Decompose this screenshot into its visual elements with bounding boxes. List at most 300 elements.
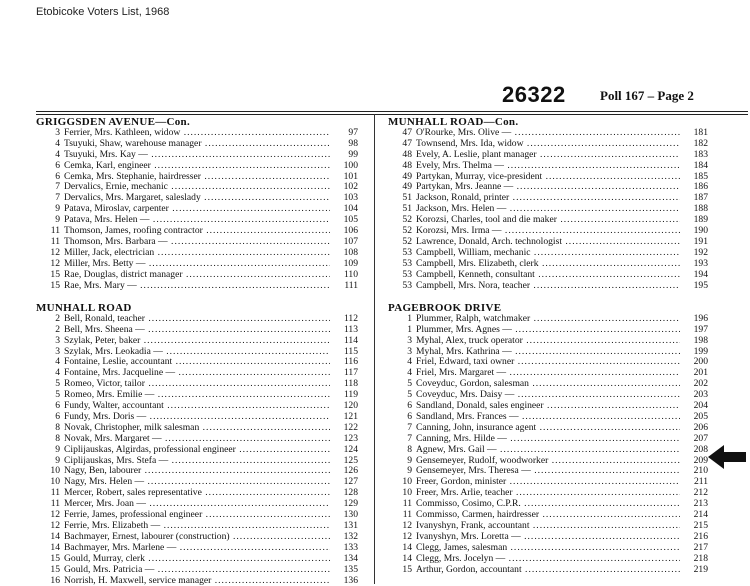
- voter-number: 106: [330, 226, 358, 237]
- voter-number: 219: [680, 565, 708, 576]
- voter-name: Mercer, Mrs. Joan — .....: [60, 499, 330, 510]
- voter-entry: [36, 347, 358, 358]
- house-number: 10: [402, 476, 412, 488]
- voter-number: 217: [680, 543, 708, 554]
- voter-entry: [36, 215, 358, 226]
- house-number: 51: [402, 192, 412, 204]
- house-number: 3: [407, 334, 412, 346]
- voter-name: Fundy, Mrs. Doris — .....: [60, 412, 330, 423]
- voter-name: Plummer, Ralph, watchmaker .....: [412, 314, 680, 325]
- house-number: 3: [55, 345, 60, 357]
- voter-name: Szylak, Peter, baker .....: [60, 336, 330, 347]
- voter-number: 123: [330, 434, 358, 445]
- voter-entry: [388, 565, 708, 576]
- house-number: 52: [402, 214, 412, 226]
- voter-name: Ciplijauskas, Mrs. Stefa — .....: [60, 456, 330, 467]
- house-number: 5: [407, 378, 412, 390]
- voter-name: Patava, Mrs. Helen — .....: [60, 215, 330, 226]
- voter-number: 204: [680, 401, 708, 412]
- voter-number: 99: [330, 150, 358, 161]
- voter-entry: [36, 128, 358, 139]
- voter-entry: [36, 150, 358, 161]
- voter-name: Freer, Gordon, minister .....: [412, 477, 680, 488]
- voter-name: Campbell, Mrs. Elizabeth, clerk .....: [412, 259, 680, 270]
- voter-name: Evely, A. Leslie, plant manager .....: [412, 150, 680, 161]
- voter-number: 114: [330, 336, 358, 347]
- voter-entry: [36, 445, 358, 456]
- house-number: 53: [402, 268, 412, 280]
- house-number: 47: [402, 126, 412, 138]
- document-number: 26322: [502, 82, 566, 107]
- voter-number: 190: [680, 226, 708, 237]
- voter-name: Jackson, Mrs. Helen — .....: [412, 204, 680, 215]
- voter-entry: [388, 139, 708, 150]
- house-number: 11: [50, 235, 60, 247]
- voter-number: 218: [680, 554, 708, 565]
- house-number: 53: [402, 246, 412, 258]
- voter-name: Jackson, Ronald, printer .....: [412, 193, 680, 204]
- voter-number: 120: [330, 401, 358, 412]
- voter-entry: [388, 554, 708, 565]
- voter-entry: [36, 139, 358, 150]
- voter-number: 207: [680, 434, 708, 445]
- voter-name: Commisso, Cosimo, C.P.R. .....: [412, 499, 680, 510]
- street-heading: GRIGGSDEN AVENUE—Con.: [36, 116, 191, 128]
- poll-page-label: Poll 167 – Page 2: [600, 88, 694, 103]
- voter-number: 111: [330, 281, 358, 292]
- voter-entry: [388, 510, 708, 521]
- header-rule-bottom: [36, 114, 748, 115]
- voter-entry: [388, 499, 708, 510]
- voter-number: 128: [330, 488, 358, 499]
- voter-entry: [36, 314, 358, 325]
- voter-name: Clegg, Mrs. Jocelyn — .....: [412, 554, 680, 565]
- house-number: 6: [55, 400, 60, 412]
- voter-number: 186: [680, 182, 708, 193]
- house-number: 6: [407, 410, 412, 422]
- column-divider: [374, 114, 375, 584]
- voter-entry: [36, 172, 358, 183]
- voter-name: Romeo, Mrs. Emilie — .....: [60, 390, 330, 401]
- voter-name: Evely, Mrs. Thelma — .....: [412, 161, 680, 172]
- voter-entry: [388, 347, 708, 358]
- voter-entry: [36, 325, 358, 336]
- voter-number: 97: [330, 128, 358, 139]
- voter-entry: [36, 390, 358, 401]
- voter-number: 115: [330, 347, 358, 358]
- house-number: 12: [50, 509, 60, 521]
- voter-number: 212: [680, 488, 708, 499]
- voter-name: Mercer, Robert, sales representative .....: [60, 488, 330, 499]
- voter-entry: [36, 423, 358, 434]
- voter-number: 107: [330, 237, 358, 248]
- voter-name: Szylak, Mrs. Leokadia — .....: [60, 347, 330, 358]
- voter-entry: [388, 357, 708, 368]
- voter-name: Rae, Douglas, district manager .....: [60, 270, 330, 281]
- voter-name: Friel, Mrs. Margaret — .....: [412, 368, 680, 379]
- voter-entry: [388, 314, 708, 325]
- voter-name: Bell, Mrs. Sheena — .....: [60, 325, 330, 336]
- voter-entry: [388, 226, 708, 237]
- voter-entry: [36, 259, 358, 270]
- house-number: 10: [50, 465, 60, 477]
- voter-name: Coveyduc, Mrs. Daisy — .....: [412, 390, 680, 401]
- image-caption: Etobicoke Voters List, 1968: [36, 6, 170, 18]
- house-number: 3: [407, 345, 412, 357]
- voter-entry: [388, 521, 708, 532]
- voter-entry: [36, 477, 358, 488]
- house-number: 53: [402, 257, 412, 269]
- voter-entry: [36, 161, 358, 172]
- house-number: 11: [402, 509, 412, 521]
- voter-entry: [36, 434, 358, 445]
- voter-number: 130: [330, 510, 358, 521]
- voter-number: 206: [680, 423, 708, 434]
- voter-name: Canning, Mrs. Hilde — .....: [412, 434, 680, 445]
- voter-entry: [388, 215, 708, 226]
- voter-number: 181: [680, 128, 708, 139]
- voter-name: Ciplijauskas, Algirdas, professional engineer .....: [60, 445, 330, 456]
- voter-entry: [36, 456, 358, 467]
- voter-name: Myhal, Mrs. Kathrina — .....: [412, 347, 680, 358]
- house-number: 9: [55, 214, 60, 226]
- voter-entry: [388, 270, 708, 281]
- voter-name: Agnew, Mrs. Gail — .....: [412, 445, 680, 456]
- voter-name: Ferrie, James, professional engineer .....: [60, 510, 330, 521]
- voter-name: Tsuyuki, Mrs. Kay — .....: [60, 150, 330, 161]
- voter-entry: [36, 379, 358, 390]
- voter-entry: [388, 412, 708, 423]
- voter-number: 201: [680, 368, 708, 379]
- voter-name: Gould, Mrs. Patricia — .....: [60, 565, 330, 576]
- house-number: 51: [402, 203, 412, 215]
- voter-number: 132: [330, 532, 358, 543]
- voter-number: 117: [330, 368, 358, 379]
- voter-name: Thomson, Mrs. Barbara — .....: [60, 237, 330, 248]
- voter-number: 200: [680, 357, 708, 368]
- voter-number: 197: [680, 325, 708, 336]
- house-number: 14: [402, 552, 412, 564]
- voter-entry: [36, 532, 358, 543]
- house-number: 15: [402, 563, 412, 575]
- house-number: 15: [50, 563, 60, 575]
- house-number: 12: [50, 257, 60, 269]
- house-number: 9: [55, 443, 60, 455]
- voter-entry: [388, 456, 708, 467]
- voter-name: Dervalics, Ernie, mechanic .....: [60, 182, 330, 193]
- voter-entry: [36, 182, 358, 193]
- voter-name: Ferrier, Mrs. Kathleen, widow .....: [60, 128, 330, 139]
- voter-number: 103: [330, 193, 358, 204]
- street-heading: PAGEBROOK DRIVE: [388, 301, 502, 314]
- house-number: 11: [402, 498, 412, 510]
- house-number: 6: [55, 170, 60, 182]
- house-number: 6: [55, 159, 60, 171]
- house-number: 3: [55, 334, 60, 346]
- voter-entry: [36, 270, 358, 281]
- voter-entry: [36, 521, 358, 532]
- house-number: 7: [55, 181, 60, 193]
- voter-name: Bell, Ronald, teacher .....: [60, 314, 330, 325]
- voter-entry: [388, 488, 708, 499]
- voter-number: 203: [680, 390, 708, 401]
- voter-number: 187: [680, 193, 708, 204]
- voter-name: Campbell, Kenneth, consultant .....: [412, 270, 680, 281]
- voter-entry: [388, 248, 708, 259]
- right-column: [388, 117, 708, 576]
- voter-name: Miller, Jack, electrician .....: [60, 248, 330, 259]
- voter-name: Townsend, Mrs. Ida, widow .....: [412, 139, 680, 150]
- voter-name: Sandland, Donald, sales engineer .....: [412, 401, 680, 412]
- voter-name: Freer, Mrs. Arlie, teacher .....: [412, 488, 680, 499]
- house-number: 7: [55, 192, 60, 204]
- voter-name: Partykan, Murray, vice-president .....: [412, 172, 680, 183]
- house-number: 4: [55, 148, 60, 160]
- house-number: 14: [50, 530, 60, 542]
- voter-name: Lawrence, Donald, Arch. technologist .....: [412, 237, 680, 248]
- house-number: 5: [407, 389, 412, 401]
- voter-entry: [36, 499, 358, 510]
- header-rule-top: [36, 111, 748, 112]
- voter-entry: [388, 128, 708, 139]
- voter-name: Patava, Miroslav, carpenter .....: [60, 204, 330, 215]
- voter-entry: [388, 379, 708, 390]
- house-number: 8: [407, 443, 412, 455]
- voter-name: Ferrie, Mrs. Elizabeth — .....: [60, 521, 330, 532]
- voter-name: Commisso, Carmen, hairdresser .....: [412, 510, 680, 521]
- house-number: 49: [402, 181, 412, 193]
- voter-entry: [388, 466, 708, 477]
- voter-name: Norrish, H. Maxwell, service manager .....: [60, 576, 330, 586]
- house-number: 3: [55, 126, 60, 138]
- voter-number: 104: [330, 204, 358, 215]
- voter-name: Romeo, Victor, tailor .....: [60, 379, 330, 390]
- house-number: 8: [55, 421, 60, 433]
- street-heading: MUNHALL ROAD: [36, 301, 132, 314]
- voter-number: 194: [680, 270, 708, 281]
- voter-name: Canning, John, insurance agent .....: [412, 423, 680, 434]
- voter-entry: [388, 259, 708, 270]
- voter-entry: [388, 336, 708, 347]
- house-number: 4: [55, 356, 60, 368]
- voter-entry: [36, 226, 358, 237]
- house-number: 47: [402, 137, 412, 149]
- voter-entry: [36, 510, 358, 521]
- voter-number: 98: [330, 139, 358, 150]
- voter-entry: [36, 336, 358, 347]
- house-number: 49: [402, 170, 412, 182]
- house-number: 4: [55, 137, 60, 149]
- house-number: 5: [55, 389, 60, 401]
- voter-entry: [36, 204, 358, 215]
- voter-number: 108: [330, 248, 358, 259]
- voter-number: 213: [680, 499, 708, 510]
- voter-entry: [388, 401, 708, 412]
- house-number: 6: [55, 410, 60, 422]
- voter-name: Gould, Murray, clerk .....: [60, 554, 330, 565]
- voter-name: Arthur, Gordon, accountant .....: [412, 565, 680, 576]
- house-number: 15: [50, 268, 60, 280]
- voter-entry: [388, 325, 708, 336]
- house-number: 52: [402, 235, 412, 247]
- house-number: 9: [407, 454, 412, 466]
- house-number: 4: [407, 367, 412, 379]
- voter-name: Campbell, Mrs. Nora, teacher .....: [412, 281, 680, 292]
- voter-number: 127: [330, 477, 358, 488]
- voter-number: 216: [680, 532, 708, 543]
- house-number: 7: [407, 421, 412, 433]
- voter-number: 191: [680, 237, 708, 248]
- voter-number: 136: [330, 576, 358, 586]
- house-number: 8: [55, 432, 60, 444]
- voter-entry: [36, 237, 358, 248]
- voter-name: Dervalics, Mrs. Margaret, saleslady .....: [60, 193, 330, 204]
- voter-entry: [388, 423, 708, 434]
- voter-name: Bachmayer, Mrs. Marlene — .....: [60, 543, 330, 554]
- voter-entry: [36, 401, 358, 412]
- voter-number: 112: [330, 314, 358, 325]
- voter-entry: [388, 532, 708, 543]
- voter-number: 131: [330, 521, 358, 532]
- voter-number: 198: [680, 336, 708, 347]
- voter-name: Thomson, James, roofing contractor .....: [60, 226, 330, 237]
- street-heading: MUNHALL ROAD—Con.: [388, 116, 519, 128]
- voter-number: 100: [330, 161, 358, 172]
- voter-name: Korozsi, Mrs. Irma — .....: [412, 226, 680, 237]
- voter-number: 214: [680, 510, 708, 521]
- voter-number: 135: [330, 565, 358, 576]
- voter-entry: [36, 466, 358, 477]
- voter-number: 109: [330, 259, 358, 270]
- voter-number: 101: [330, 172, 358, 183]
- voter-number: 102: [330, 182, 358, 193]
- voter-name: Friel, Edward, taxi owner .....: [412, 357, 680, 368]
- house-number: 11: [50, 225, 60, 237]
- arrow-left-icon: [706, 440, 748, 474]
- house-number: 9: [55, 454, 60, 466]
- voter-number: 202: [680, 379, 708, 390]
- voter-name: Cemka, Mrs. Stephanie, hairdresser .....: [60, 172, 330, 183]
- voter-number: 121: [330, 412, 358, 423]
- voter-name: Novak, Christopher, milk salesman .....: [60, 423, 330, 434]
- house-number: 11: [50, 498, 60, 510]
- voter-number: 199: [680, 347, 708, 358]
- house-number: 4: [55, 367, 60, 379]
- voter-number: 208: [680, 445, 708, 456]
- voter-name: Gensemeyer, Rudolf, woodworker .....: [412, 456, 680, 467]
- voter-entry: [388, 204, 708, 215]
- voter-number: 105: [330, 215, 358, 226]
- voter-name: Ivanyshyn, Mrs. Loretta — .....: [412, 532, 680, 543]
- house-number: 9: [407, 465, 412, 477]
- voter-number: 193: [680, 259, 708, 270]
- voter-name: Campbell, William, mechanic .....: [412, 248, 680, 259]
- voter-entry: [36, 488, 358, 499]
- voter-entry: [388, 368, 708, 379]
- house-number: 1: [407, 312, 412, 324]
- voter-number: 182: [680, 139, 708, 150]
- voter-entry: [36, 368, 358, 379]
- voter-number: 211: [680, 477, 708, 488]
- house-number: 12: [50, 246, 60, 258]
- voter-entry: [388, 182, 708, 193]
- house-number: 5: [55, 378, 60, 390]
- voter-entry: [388, 150, 708, 161]
- house-number: 7: [407, 432, 412, 444]
- house-number: 4: [407, 356, 412, 368]
- voter-name: Gensemeyer, Mrs. Theresa — .....: [412, 466, 680, 477]
- voter-name: Bachmayer, Ernest, labourer (construction) .....: [60, 532, 330, 543]
- house-number: 12: [50, 520, 60, 532]
- house-number: 9: [55, 203, 60, 215]
- voter-name: Fundy, Walter, accountant .....: [60, 401, 330, 412]
- voter-entry: [388, 434, 708, 445]
- voter-entry: [36, 412, 358, 423]
- house-number: 12: [402, 520, 412, 532]
- voter-name: Rae, Mrs. Mary — .....: [60, 281, 330, 292]
- house-number: 2: [55, 312, 60, 324]
- voter-number: 183: [680, 150, 708, 161]
- voter-number: 125: [330, 456, 358, 467]
- house-number: 10: [50, 476, 60, 488]
- voter-name: Novak, Mrs. Margaret — .....: [60, 434, 330, 445]
- house-number: 2: [55, 323, 60, 335]
- voter-entry: [388, 281, 708, 292]
- voter-number: 195: [680, 281, 708, 292]
- voter-name: Cemka, Karl, engineer .....: [60, 161, 330, 172]
- house-number: 14: [402, 541, 412, 553]
- voter-name: Korozsi, Charles, tool and die maker .....: [412, 215, 680, 226]
- voter-entry: [388, 237, 708, 248]
- voter-number: 205: [680, 412, 708, 423]
- voter-number: 118: [330, 379, 358, 390]
- house-number: 15: [50, 279, 60, 291]
- house-number: 16: [50, 574, 60, 586]
- voter-name: Partykan, Mrs. Jeanne — .....: [412, 182, 680, 193]
- voter-number: 188: [680, 204, 708, 215]
- voter-name: Tsuyuki, Shaw, warehouse manager .....: [60, 139, 330, 150]
- house-number: 15: [50, 552, 60, 564]
- house-number: 14: [50, 541, 60, 553]
- voter-name: Plummer, Mrs. Agnes — .....: [412, 325, 680, 336]
- voter-entry: [388, 172, 708, 183]
- voter-name: Ivanyshyn, Frank, accountant .....: [412, 521, 680, 532]
- house-number: 6: [407, 400, 412, 412]
- house-number: 53: [402, 279, 412, 291]
- voter-number: 124: [330, 445, 358, 456]
- voter-number: 122: [330, 423, 358, 434]
- voter-number: 116: [330, 357, 358, 368]
- voter-entry: [36, 248, 358, 259]
- voter-number: 110: [330, 270, 358, 281]
- house-number: 48: [402, 148, 412, 160]
- voter-entry: [388, 390, 708, 401]
- voter-number: 134: [330, 554, 358, 565]
- voter-number: 133: [330, 543, 358, 554]
- voter-number: 113: [330, 325, 358, 336]
- voter-number: 129: [330, 499, 358, 510]
- voter-name: Nagy, Mrs. Helen — .....: [60, 477, 330, 488]
- voter-name: Clegg, James, salesman .....: [412, 543, 680, 554]
- house-number: 12: [402, 530, 412, 542]
- left-column: [36, 117, 358, 586]
- house-number: 10: [402, 487, 412, 499]
- house-number: 52: [402, 225, 412, 237]
- voter-number: 189: [680, 215, 708, 226]
- voter-entry: [36, 193, 358, 204]
- voter-entry: [388, 161, 708, 172]
- voter-number: 209: [680, 456, 708, 467]
